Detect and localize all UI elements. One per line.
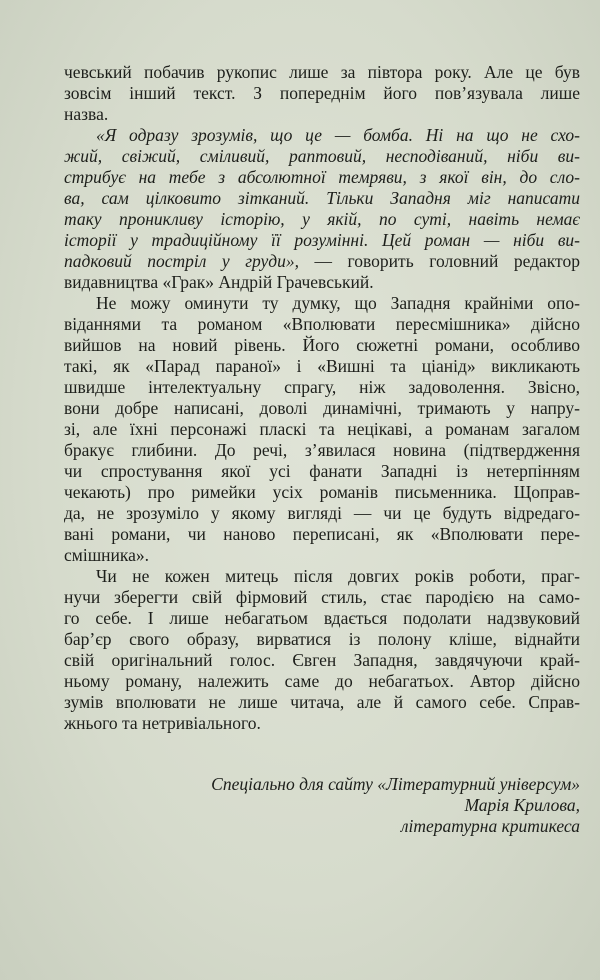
text-line xyxy=(64,314,580,335)
text-line-content: зумів вполювати не лише читача, але й самого себе. Справ- xyxy=(64,692,580,712)
text-line xyxy=(64,251,580,272)
text-line xyxy=(64,461,580,482)
text-line xyxy=(64,671,580,692)
text-line xyxy=(64,650,580,671)
text-line-content: зовсім інший текст. З попереднім його пов’язувала лише xyxy=(64,83,580,103)
text-line-content: смішника». xyxy=(64,545,150,565)
text-line-content: історії у традиційному її розумінні. Цей роман — ніби ви- xyxy=(64,230,580,250)
text-line xyxy=(64,167,580,188)
text-line xyxy=(64,83,580,104)
text-line xyxy=(64,566,580,587)
text-line-content: чевський побачив рукопис лише за півтора року. Але це був xyxy=(64,62,580,82)
text-line-content: зі, але їхні персонажі пласкі та нецікаві, а романам загалом xyxy=(64,419,580,439)
signature-block xyxy=(211,774,580,837)
text-line xyxy=(64,188,580,209)
text-line-content: вони добре написані, доволі динамічні, тримають у напру- xyxy=(64,398,580,418)
text-line-content: віданнями та романом «Вполювати пересмішника» дійсно xyxy=(64,314,580,334)
text-line-content: вані романи, чи наново переписані, як «Вполювати пере- xyxy=(64,524,580,544)
text-line-content: го себе. І лише небагатьом вдається подолати надзвуковий xyxy=(64,608,580,628)
text-line xyxy=(64,272,580,293)
text-line xyxy=(64,419,580,440)
text-line-content: жнього та нетривіального. xyxy=(64,713,261,733)
text-line xyxy=(64,545,580,566)
article-body xyxy=(64,62,580,734)
text-line xyxy=(64,377,580,398)
text-line-content: назва. xyxy=(64,104,109,124)
text-line-content: швидше інтелектуальну спрагу, ніж задоволення. Звісно, xyxy=(64,377,580,397)
signature-source: Спеціально для сайту «Літературний універсум» xyxy=(211,774,580,794)
attribution: — говорить головний редактор xyxy=(299,251,580,271)
signature-author: Марія Крилова, xyxy=(464,795,580,815)
text-line xyxy=(64,125,580,146)
text-line-content: да, не зрозуміло у якому вигляді — чи це будуть відредаго- xyxy=(64,503,580,523)
text-line xyxy=(64,230,580,251)
text-line-content: нучи зберегти свій фірмовий стиль, стає пародією на само- xyxy=(64,587,580,607)
text-line-content: вийшов на новий рівень. Його сюжетні романи, особливо xyxy=(64,335,580,355)
text-line xyxy=(64,62,580,83)
text-line xyxy=(64,692,580,713)
text-line xyxy=(64,146,580,167)
text-line xyxy=(64,503,580,524)
text-line xyxy=(64,629,580,650)
text-line-content: таку проникливу історію, у якій, по суті, навіть немає xyxy=(64,209,580,229)
text-line xyxy=(64,524,580,545)
text-line xyxy=(64,335,580,356)
text-line-content: бракує глибини. До речі, з’явилася новина (підтвердження xyxy=(64,440,580,460)
quote-end: падковий постріл у груди», xyxy=(64,251,299,271)
text-line-content: жий, свіжий, сміливий, раптовий, несподіваний, ніби ви- xyxy=(64,146,580,166)
text-line xyxy=(64,356,580,377)
text-line xyxy=(64,398,580,419)
text-line-content: трибує на тебе з абсолютної темряви, з якої він, до сло- xyxy=(71,167,580,187)
text-line xyxy=(64,587,580,608)
text-line xyxy=(64,440,580,461)
text-line-content: видавництва «Грак» Андрій Грачевський. xyxy=(64,272,374,292)
text-line-content: такі, як «Парад параної» і «Вишні та ціанід» викликають xyxy=(64,356,580,376)
line-prefix: с xyxy=(64,167,72,187)
text-line-content: Не можу оминути ту думку, що Западня крайніми опо- xyxy=(96,293,580,313)
text-line xyxy=(64,104,580,125)
text-line-content: чекають) про римейки усіх романів письменника. Щоправ- xyxy=(64,482,580,502)
text-line xyxy=(64,608,580,629)
text-line-content: свій оригінальний голос. Євген Западня, завдячуючи край- xyxy=(64,650,580,670)
text-line-content: чи спростування якої усі фанати Западні із нетерпінням xyxy=(64,461,580,481)
text-line xyxy=(64,293,580,314)
text-line-content: «Я одразу зрозумів, що це — бомба. Ні на що не схо- xyxy=(96,125,580,145)
text-line-content: бар’єр свого образу, вирватися із полону кліше, віднайти xyxy=(64,629,580,649)
text-line-content: Чи не кожен митець після довгих років роботи, праг- xyxy=(96,566,580,586)
text-line xyxy=(64,209,580,230)
signature-role: літературна критикеса xyxy=(400,816,580,836)
text-line xyxy=(64,482,580,503)
text-line-content: ва, сам цілковито зітканий. Тільки Западня міг написати xyxy=(64,188,580,208)
text-line xyxy=(64,713,580,734)
text-line-content: ньому роману, належить саме до небагатьох. Автор дійсно xyxy=(64,671,580,691)
